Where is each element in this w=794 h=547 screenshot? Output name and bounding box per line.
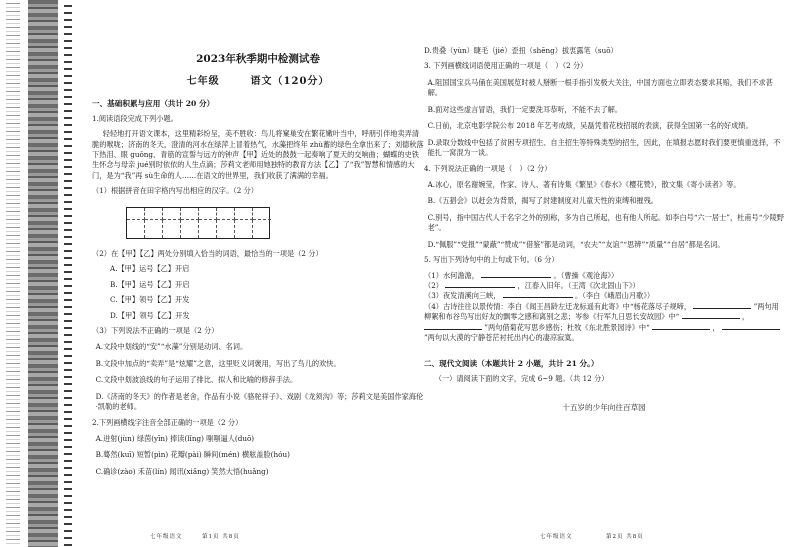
- q2-option-d: D.【甲】领号【乙】开发: [110, 310, 190, 320]
- q5-1-source: 。（曹操《观沧海》）: [553, 270, 619, 280]
- passage: 轻轻地打开语文课本，这里精彩纷呈，美不胜收：鸟儿将窠巢安在繁花嫩叶当中，呼朋引伴地卖弄清脆的喉咙；济南的冬天，澄清的河水在绿萍上冒着热气，水藻把终年 zhù蓄的绿色全拿出来了；刘德秋落下热泪、眼 guǒng、青筋的宣誓与远方的钟声【甲】近处的鼓鼓一起奏响了夏天的交响曲；蝴蝶的史铁生怀念与母亲 jué别时依依的人生点滴；莎莉文老师用她独特的教育方法【乙】了“我”智慧和情感的大门，是为“我”再 sù生命的人……在语文的世界里，我们收获了满满的幸福。: [92, 129, 424, 180]
- q5-line-1: [424, 271, 784, 281]
- part1-intro: 1.阅读语段完成下列小题。: [92, 113, 178, 123]
- q3r-option-a: A.阻国国宝兵马俑在美国展览时被人掰断一根手指引发极大关注，中国方面也立即表态要求其赔，我们不求甚解。: [427, 77, 773, 98]
- q4r-option-a: A.冰心，原名谢婉莹，作家、诗人、著有诗集《繁星》《春水》《樱花赞》，散文集《寄小读者》等。: [427, 179, 741, 189]
- q2-option-b: B.【甲】运号【乙】开启: [110, 279, 190, 289]
- q4r-option-b: B.《五猖会》以赶会为背景，揭写了封建制度对儿童天性的束缚和摧残。: [427, 196, 658, 206]
- q3r-option-d: D.录取分数线中包括了贫困专项招生、自主招生等特殊类型的招生，因此，在填报志愿时我们要更慎重选择，不能扎一窝混为一谈。: [427, 137, 781, 158]
- q5-4-text-b: ”两句借菊花写思乡感伤；杜牧《东北胜景园诗》中“: [484, 322, 650, 332]
- answer-blank[interactable]: [445, 281, 515, 288]
- q3-option-d: D.《济南的冬天》的作者是老舍，作品有小说《骆驼祥子》、戏剧《龙须沟》等；莎莉文是美国作家海伦·凯勒的老师。: [95, 391, 424, 412]
- left-column: [92, 48, 424, 477]
- answer-blank[interactable]: [652, 323, 710, 330]
- q3r-option-b: B.面对这些虚言冒语，我们一定要洗耳恭听，不能不去了解。: [427, 104, 623, 114]
- binding-strip: [0, 0, 86, 547]
- article-title: 十五岁的少年向往百草园: [562, 403, 646, 413]
- q5-4-prompt: （4）古诗往往以景传情：李白《闻王昌龄左迁龙标遥有此寄》中“杨花落尽子规啼，: [424, 301, 692, 311]
- subject: 语文（120分）: [250, 76, 330, 88]
- strip-dotted-line: [64, 0, 72, 547]
- grade: 七年级: [186, 76, 220, 88]
- q3-right-text: 3. 下列画横线词语使用正确的一项是（ ）（2 分）: [424, 61, 588, 71]
- q4-option-b: B.蓦然(kuī) 短暂(pìn) 花瓣(pài) 瞬间(mén) 横舷盖脸(hóu): [95, 450, 290, 460]
- strip-speckle: [6, 0, 20, 547]
- q5-1-prompt: （1）水何澹澹，: [424, 270, 479, 280]
- q4-option-c: C.确诊(zào) 禾苗(lín) 闻讯(xiǎng) 笑然大悟(huǎng): [95, 466, 269, 476]
- q2-option-c: C.【甲】领号【乙】开发: [110, 295, 190, 305]
- footer-right-page: 第2页 共8页: [606, 534, 644, 540]
- exam-title: 2023年秋季期中检测试卷: [196, 53, 320, 65]
- q5-line-2: [424, 281, 784, 291]
- footer-left: [150, 532, 240, 540]
- answer-blank[interactable]: [722, 323, 780, 330]
- answer-blank[interactable]: [693, 302, 751, 309]
- q4-right-text: 4. 下列说法正确的一项是（ ）（2 分）: [424, 163, 552, 173]
- answer-blank[interactable]: [503, 291, 573, 298]
- part1-heading: 一、基础积累与应用（共计 20 分）: [92, 98, 215, 108]
- part2-heading: 二、现代文阅读（本题共计 2 小题，共计 21 分。）: [424, 358, 599, 368]
- q5-text: 5. 写出下列诗句中的上句或下句。（6 分）: [424, 255, 559, 265]
- q5-line-3: [424, 291, 784, 301]
- q5-4-text-c: ”两句以大漠的宁静苍茫衬托出内心的凄凉寂寞。: [424, 333, 579, 343]
- q2-text: （2）在【甲】【乙】两处分别填入恰当的词语，最恰当的一项是（2 分）: [92, 248, 323, 258]
- q3-option-a: A.文段中划线的“安”“水藻”分别是动词、名词。: [95, 342, 248, 352]
- q2-option-a: A.【甲】运号【乙】开启: [110, 264, 190, 274]
- q4r-option-d: D.“佩服”“党报”“蒙蔽”“赞成”“借鉴”都是动词，“农夫”“友谊”“思辨”“质量”“自居”都是名词。: [427, 239, 725, 249]
- q5-3-source: 。（李白《峨眉山月歌》）: [575, 291, 655, 301]
- q5-4-comma-b: ，: [712, 322, 720, 332]
- footer-right: [540, 532, 644, 540]
- answer-blank[interactable]: [682, 312, 740, 319]
- footer-left-page: 第1页 共8页: [202, 534, 240, 540]
- footer-right-subject: 七年级语文: [540, 534, 573, 540]
- tianzige-grid[interactable]: [126, 207, 270, 239]
- footer-left-subject: 七年级语文: [150, 534, 183, 540]
- answer-blank[interactable]: [424, 323, 482, 330]
- q1-text: （1）根据拼音在田字格内写出相应的汉字。（2 分）: [92, 186, 258, 196]
- q5-4-comma-a: ，: [741, 312, 750, 322]
- part2-sub: （一）请阅读下面的文字，完成 6~9 题。（共 12 分）: [434, 373, 609, 383]
- right-column: [424, 46, 784, 413]
- q4-text: 2.下列画横线字注音全部正确的一项是（2 分）: [92, 417, 243, 427]
- q3-text: （3）下列说法不正确的一项是（2 分）: [92, 325, 219, 335]
- q5-4-text-a: ”两句用柳絮和布谷鸟写出好友的飘零之感和离别之悲；岑参《行军九日思长安故园》中“: [424, 301, 779, 322]
- answer-blank[interactable]: [481, 271, 551, 278]
- q4r-option-c: C.别号，指中国古代人于名字之外的别称，多为自己所起，也有他人所起。如李白号“六一居士”，杜甫号“少陵野老”。: [427, 212, 784, 233]
- exam-subtitle: [92, 75, 424, 90]
- q5-3-prompt: （3）夜发清溪向三峡，: [424, 291, 501, 301]
- q5-2-prompt: （2）: [424, 281, 443, 290]
- q4-option-d: D.贵叠（yùn）睫毛（jié）歪扭（shēng）拔衷露笔（suō）: [424, 46, 618, 55]
- q3-option-c: C.文段中划波浪线的句子运用了排比、拟人和比喻的修辞手法。: [95, 375, 298, 385]
- strip-gray-band: [28, 0, 58, 547]
- q4-option-a: A.迸射(jùn) 绿茵(yīn) 捧读(lǐng) 嗤嗤逼人(duō): [95, 434, 255, 444]
- q3r-option-c: C.日前，北京电影学院公布 2018 年艺考成绩，吴磊凭着花枝招展的表演，获得全国第一名的好成绩。: [427, 121, 753, 131]
- q5-line-4: [424, 302, 784, 344]
- q5-2-source: ，江春入旧年。（王湾《次北固山下》）: [517, 281, 640, 290]
- q3-option-b: B.文段中加点的“卖弄”是“炫耀”之意，这里贬义词褒用，写出了鸟儿的欢快。: [95, 358, 341, 368]
